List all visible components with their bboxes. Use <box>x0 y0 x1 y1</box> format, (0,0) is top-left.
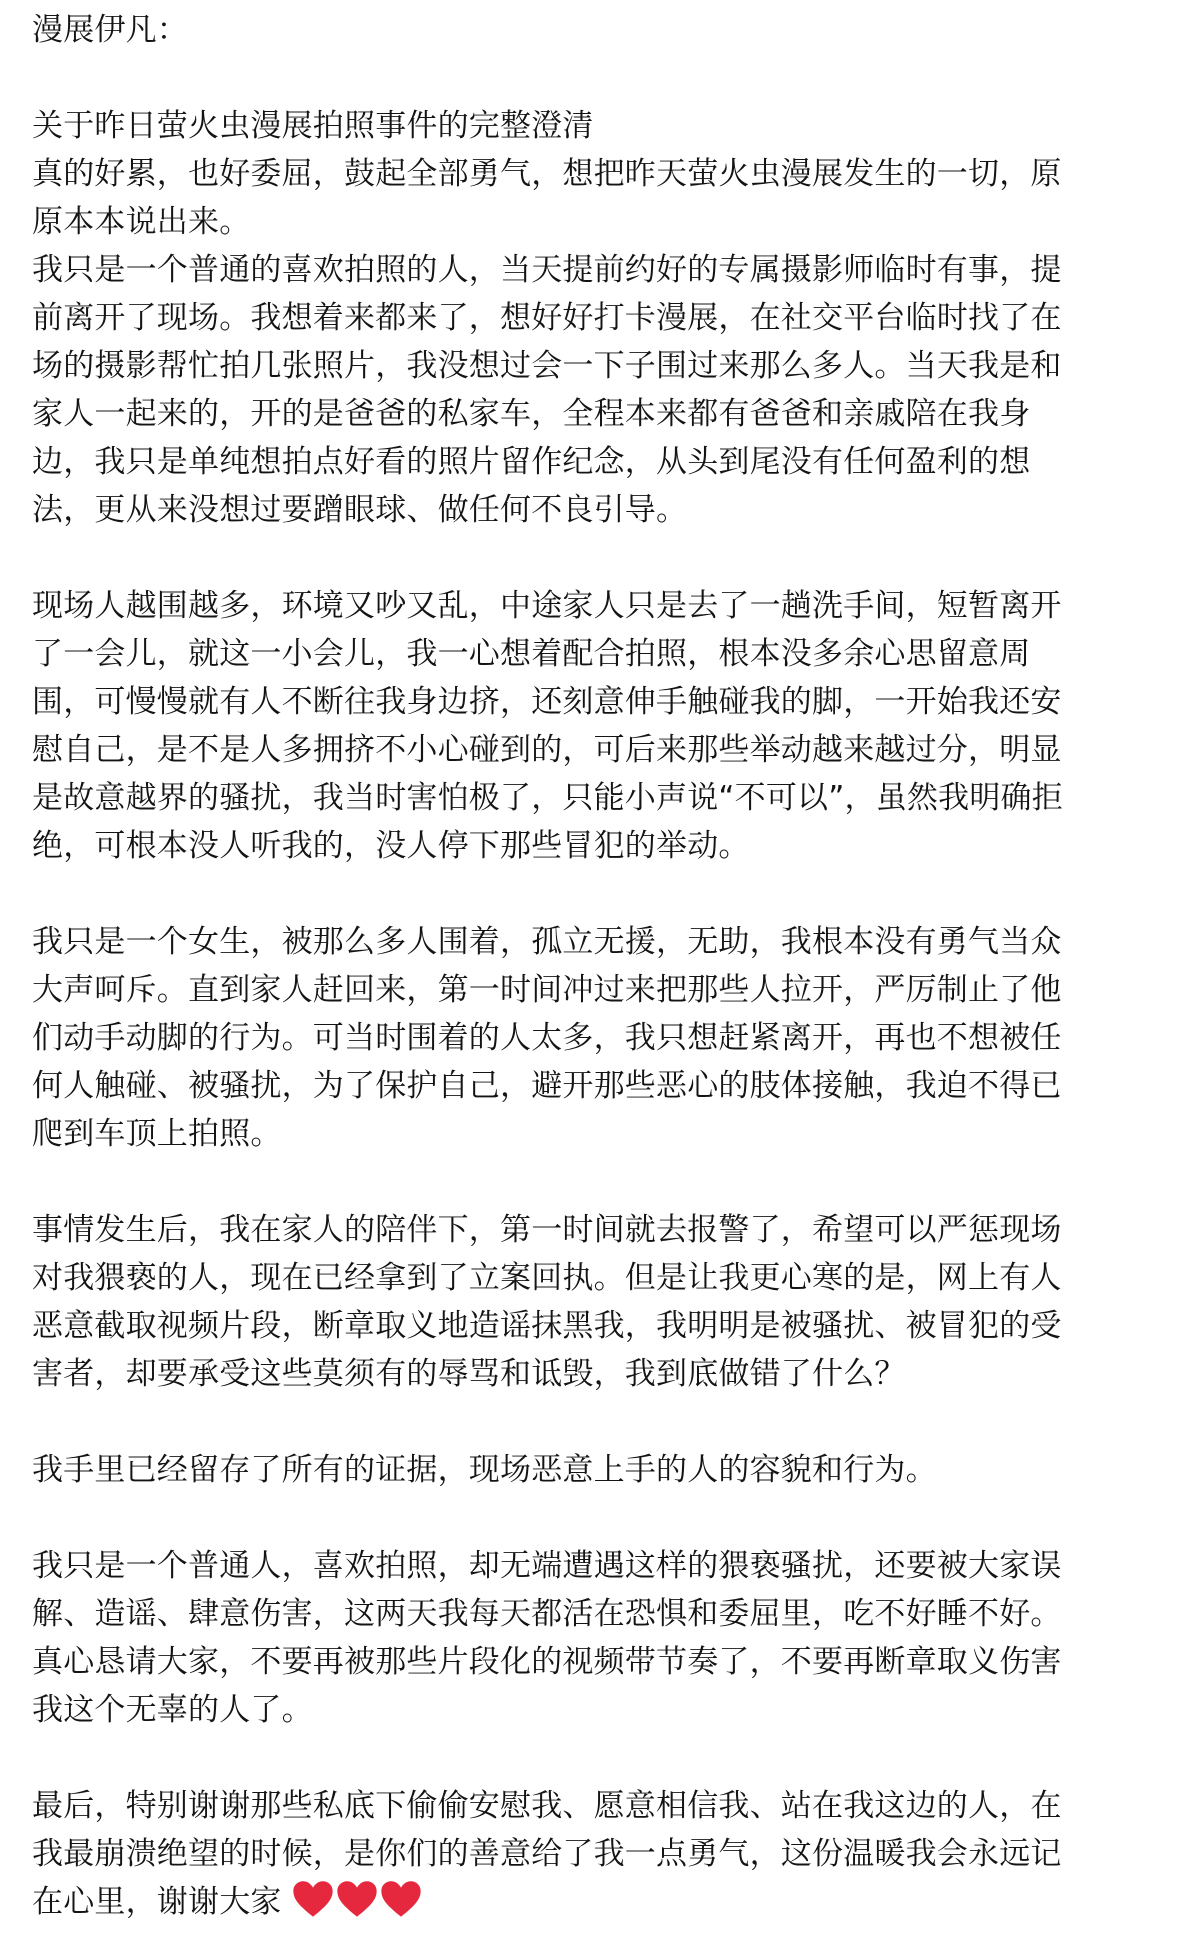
text-line: 最后，特别谢谢那些私底下偷偷安慰我、愿意相信我、站在我这边的人，在 <box>32 1788 1062 1824</box>
text-line: 我这个无辜的人了。 <box>32 1692 313 1728</box>
author-name: 漫展伊凡： <box>32 12 188 48</box>
spacer <box>32 1494 1158 1542</box>
spacer <box>32 1158 1158 1206</box>
post-title: 关于昨日萤火虫漫展拍照事件的完整澄清 <box>32 108 594 144</box>
text-line: 在心里，谢谢大家 <box>32 1884 282 1920</box>
text-line: 们动手动脚的行为。可当时围着的人太多，我只想赶紧离开，再也不想被任 <box>32 1020 1062 1056</box>
spacer <box>32 1734 1158 1782</box>
paragraph <box>32 150 1158 246</box>
text-line: 害者，却要承受这些莫须有的辱骂和诋毁，我到底做错了什么？ <box>32 1356 906 1392</box>
text-line: 前离开了现场。我想着来都来了，想好好打卡漫展，在社交平台临时找了在 <box>32 300 1062 336</box>
text-line: 恶意截取视频片段，断章取义地造谣抹黑我，我明明是被骚扰、被冒犯的受 <box>32 1308 1062 1344</box>
spacer <box>32 870 1158 918</box>
text-line: 我手里已经留存了所有的证据，现场恶意上手的人的容貌和行为。 <box>32 1452 937 1488</box>
text-line: 真心恳请大家，不要再被那些片段化的视频带节奏了，不要再断章取义伤害 <box>32 1644 1062 1680</box>
text-line: 原本本说出来。 <box>32 204 251 240</box>
text-line: 对我猥亵的人，现在已经拿到了立案回执。但是让我更心寒的是，网上有人 <box>32 1260 1062 1296</box>
text-line: 爬到车顶上拍照。 <box>32 1116 282 1152</box>
paragraph <box>32 1446 1158 1494</box>
text-line: 大声呵斥。直到家人赶回来，第一时间冲过来把那些人拉开，严厉制止了他 <box>32 972 1062 1008</box>
text-line: 何人触碰、被骚扰，为了保护自己，避开那些恶心的肢体接触，我迫不得已 <box>32 1068 1062 1104</box>
heart-icon <box>380 1880 422 1918</box>
paragraph <box>32 246 1158 534</box>
text-line: 了一会儿，就这一小会儿，我一心想着配合拍照，根本没多余心思留意周 <box>32 636 1031 672</box>
paragraph <box>32 1782 1158 1926</box>
text-line: 现场人越围越多，环境又吵又乱，中途家人只是去了一趟洗手间，短暂离开 <box>32 588 1062 624</box>
heart-icon <box>292 1880 334 1918</box>
hearts-group <box>292 1880 422 1918</box>
text-line: 事情发生后，我在家人的陪伴下，第一时间就去报警了，希望可以严惩现场 <box>32 1212 1062 1248</box>
text-line: 我最崩溃绝望的时候，是你们的善意给了我一点勇气，这份温暖我会永远记 <box>32 1836 1062 1872</box>
spacer <box>32 1398 1158 1446</box>
text-line: 慰自己，是不是人多拥挤不小心碰到的，可后来那些举动越来越过分，明显 <box>32 732 1062 768</box>
spacer <box>32 54 1158 102</box>
paragraph <box>32 1206 1158 1398</box>
text-line: 我只是一个普通的喜欢拍照的人，当天提前约好的专属摄影师临时有事，提 <box>32 252 1062 288</box>
closing-line <box>32 1878 1158 1926</box>
paragraph <box>32 1542 1158 1734</box>
text-line: 法，更从来没想过要蹭眼球、做任何不良引导。 <box>32 492 688 528</box>
text-line: 围，可慢慢就有人不断往我身边挤，还刻意伸手触碰我的脚，一开始我还安 <box>32 684 1062 720</box>
text-line: 家人一起来的，开的是爸爸的私家车，全程本来都有爸爸和亲戚陪在我身 <box>32 396 1031 432</box>
text-line: 我只是一个女生，被那么多人围着，孤立无援，无助，我根本没有勇气当众 <box>32 924 1062 960</box>
text-line: 我只是一个普通人，喜欢拍照，却无端遭遇这样的猥亵骚扰，还要被大家误 <box>32 1548 1062 1584</box>
spacer <box>32 534 1158 582</box>
text-line: 绝，可根本没人听我的，没人停下那些冒犯的举动。 <box>32 828 750 864</box>
text-line: 是故意越界的骚扰，我当时害怕极了，只能小声说“不可以”，虽然我明确拒 <box>32 780 1063 816</box>
heart-icon <box>336 1880 378 1918</box>
text-line: 真的好累，也好委屈，鼓起全部勇气，想把昨天萤火虫漫展发生的一切，原 <box>32 156 1062 192</box>
paragraph <box>32 582 1158 870</box>
text-line: 场的摄影帮忙拍几张照片，我没想过会一下子围过来那么多人。当天我是和 <box>32 348 1062 384</box>
text-line: 边，我只是单纯想拍点好看的照片留作纪念，从头到尾没有任何盈利的想 <box>32 444 1031 480</box>
text-line: 解、造谣、肆意伤害，这两天我每天都活在恐惧和委屈里，吃不好睡不好。 <box>32 1596 1062 1632</box>
paragraph <box>32 918 1158 1158</box>
